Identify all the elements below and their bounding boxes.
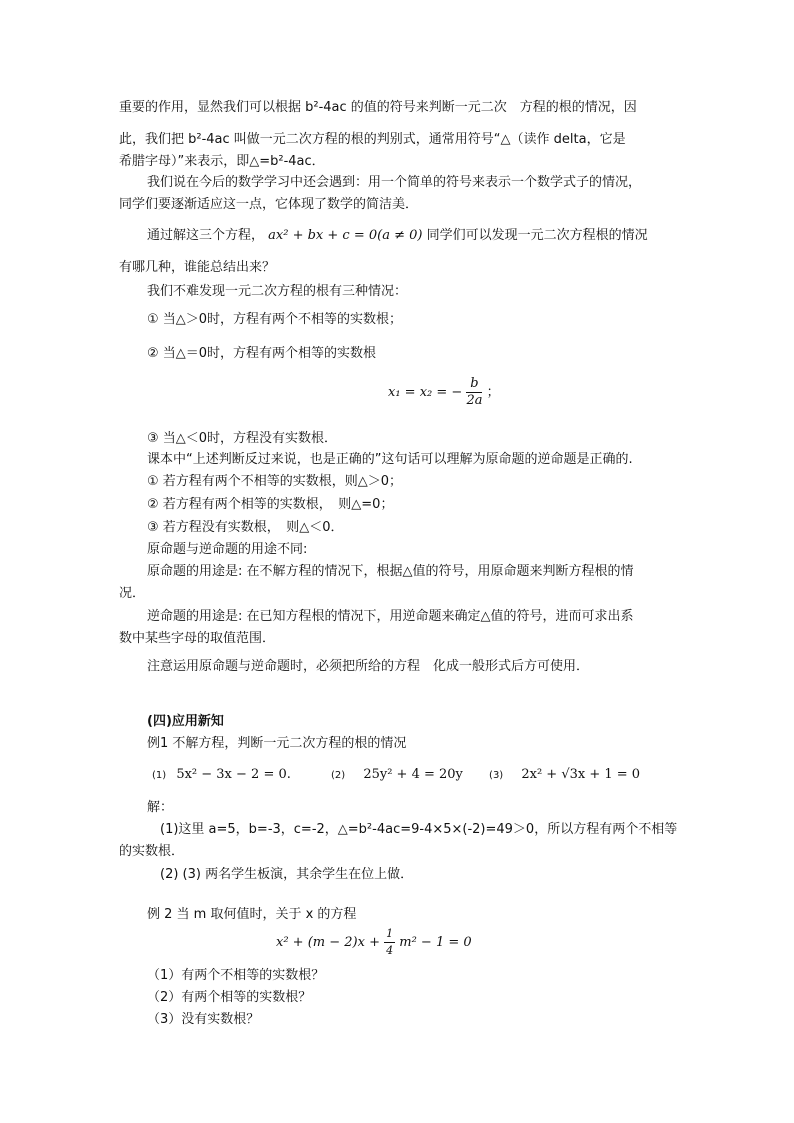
text-line: (2) (3) 两名学生板演，其余学生在位上做． <box>160 867 414 882</box>
text-line: （2）有两个相等的实数根？ <box>147 990 312 1005</box>
formula-left: x₁ = x₂ = − <box>388 385 463 400</box>
text-line: 我们不难发现一元二次方程的根有三种情况： <box>147 284 408 299</box>
text-line: 的实数根． <box>119 844 185 859</box>
text-line: 同学们要逐渐适应这一点，它体现了数学的简洁美． <box>119 197 419 212</box>
item-number: (3) <box>489 770 504 781</box>
equation-right: m² − 1 = 0 <box>399 935 472 950</box>
example-2-equation <box>276 926 472 959</box>
text-line: （1）有两个不相等的实数根？ <box>147 968 325 983</box>
text-line: ① 当△＞0时，方程有两个不相等的实数根； <box>147 312 403 327</box>
text-line: (1)这里 a=5，b=-3，c=-2，△=b²-4ac=9-4×5×(-2)=49＞0，所以方程有两个不相等 <box>160 822 678 837</box>
equation-left: x² + (m − 2)x + <box>276 935 380 950</box>
example-equation-list <box>152 766 640 785</box>
text-line: 原命题的用途是: 在不解方程的情况下，根据△值的符号，用原命题来判断方程根的情 <box>147 564 634 579</box>
text-line: ② 当△＝0时，方程有两个相等的实数根 <box>147 346 377 361</box>
item-number: (1) <box>152 770 167 781</box>
text-line: ③ 若方程没有实数根， 则△＜0． <box>147 520 344 535</box>
text-line: 原命题与逆命题的用途不同: <box>147 542 308 557</box>
text-line: ① 若方程有两个不相等的实数根，则△＞0； <box>147 474 403 489</box>
text-line: 我们说在今后的数学学习中还会遇到：用一个简单的符号来表示一个数学式子的情况， <box>147 175 642 190</box>
root-formula <box>388 376 500 409</box>
text-segment: 通过解这三个方程， <box>147 228 265 243</box>
equation-3: 2x² + √3x + 1 = 0 <box>521 767 641 782</box>
section-heading: (四)应用新知 <box>147 714 224 729</box>
fraction-denominator: 2a <box>466 393 483 408</box>
text-line: 注意运用原命题与逆命题时，必须把所给的方程 化成一般形式后方可使用． <box>147 659 590 674</box>
equation-2: 25y² + 4 = 20y <box>363 767 463 782</box>
general-quadratic-equation: ax² + bx + c = 0(a ≠ 0) <box>268 228 423 243</box>
text-line: 况． <box>119 586 146 601</box>
text-line: 例 2 当 m 取何值时，关于 x 的方程 <box>147 907 357 922</box>
text-line: 此，我们把 b²-4ac 叫做一元二次方程的根的判别式，通常用符号“△（读作 delta，它是 <box>119 132 626 147</box>
text-line: ② 若方程有两个相等的实数根， 则△=0； <box>147 497 394 512</box>
fraction <box>466 376 482 409</box>
item-number: (2) <box>331 770 346 781</box>
text-line: 有哪几种，谁能总结出来？ <box>119 260 276 275</box>
text-segment: 同学们可以发现一元二次方程根的情况 <box>426 228 648 243</box>
text-line: 解： <box>147 800 174 815</box>
text-line: 重要的作用，显然我们可以根据 b²-4ac 的值的符号来判断一元二次 方程的根的情况，因 <box>119 100 637 115</box>
formula-tail: ； <box>486 385 500 400</box>
text-line: 数中某些字母的取值范围． <box>119 631 276 646</box>
equation-1: 5x² − 3x − 2 = 0. <box>176 767 291 782</box>
text-line: ③ 当△＜0时，方程没有实数根． <box>147 431 338 446</box>
text-line: 课本中“上述判断反过来说，也是正确的”这句话可以理解为原命题的逆命题是正确的. <box>147 452 633 467</box>
fraction <box>384 926 395 959</box>
text-line: （3）没有实数根？ <box>147 1012 260 1027</box>
fraction-numerator: 1 <box>384 926 395 943</box>
text-line: 例1 不解方程，判断一元二次方程的根的情况 <box>147 736 407 751</box>
text-line: 逆命题的用途是: 在已知方程根的情况下，用逆命题来确定△值的符号，进而可求出系 <box>147 609 634 624</box>
fraction-numerator: b <box>466 376 482 393</box>
text-line <box>147 227 648 245</box>
text-line: 希腊字母）”来表示，即△=b²-4ac． <box>119 154 325 169</box>
fraction-denominator: 4 <box>386 944 394 957</box>
